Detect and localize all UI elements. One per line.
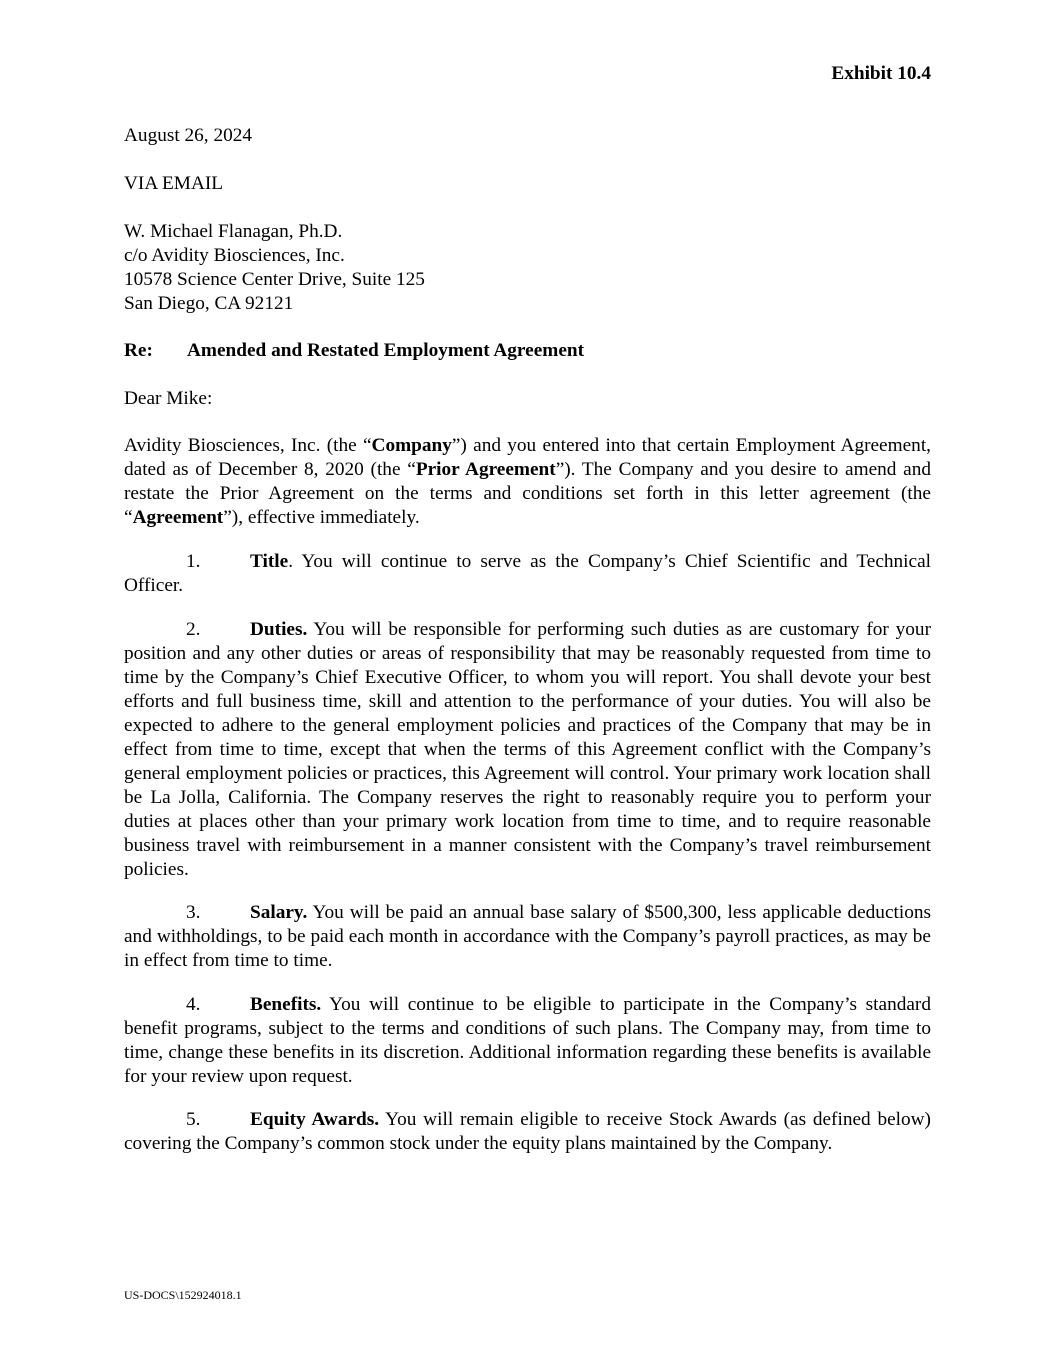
salutation: Dear Mike: bbox=[124, 388, 213, 409]
address-line: W. Michael Flanagan, Ph.D. bbox=[124, 221, 343, 242]
defined-term-agreement: Agreement bbox=[132, 507, 224, 528]
section-heading: Salary. bbox=[250, 902, 308, 923]
section-number: 2. bbox=[186, 619, 201, 640]
delivery-method: VIA EMAIL bbox=[124, 173, 224, 194]
section-text: You will continue to be eligible to participate in the Company’s standard benefit programs, subject to the terms and conditions of such plans. The Company may, from time to time, change these benefits in its discretion. Additional information regarding these benefits is available for your review upon request. bbox=[124, 994, 931, 1087]
section-number: 3. bbox=[186, 902, 201, 923]
section-number: 5. bbox=[186, 1109, 201, 1130]
section-heading: Benefits. bbox=[250, 994, 322, 1015]
section-text: You will be responsible for performing such duties as are customary for your position and any other duties or areas of responsibility that may be reasonably requested from time to time by the Company’s Chief Executive Officer, to whom you will report. You shall devote your best efforts and full business time, skill and attention to the performance of your duties. You will also be expected to adhere to the general employment policies and practices of the Company that may be in effect from time to time, except that when the terms of this Agreement conflict with the Company’s general employment policies or practices, this Agreement will control. Your primary work location shall be La Jolla, California. The Company reserves the right to reasonably require you to perform your duties at places other than your primary work location from time to time, and to require reasonable business travel with reimbursement in a manner consistent with the Company’s travel reimbursement policies. bbox=[124, 619, 931, 880]
section-heading: Equity Awards. bbox=[250, 1109, 380, 1130]
address-line: c/o Avidity Biosciences, Inc. bbox=[124, 245, 345, 266]
subject-line bbox=[124, 339, 931, 363]
section-heading: Duties. bbox=[250, 619, 308, 640]
section-number: 4. bbox=[186, 994, 201, 1015]
section-heading: Title bbox=[250, 551, 289, 572]
recipient-address bbox=[124, 220, 931, 316]
section-number: 1. bbox=[186, 551, 201, 572]
defined-term-prior-agreement: Prior Agreement bbox=[415, 459, 556, 480]
letter-date: August 26, 2024 bbox=[124, 125, 253, 146]
re-subject: Amended and Restated Employment Agreement bbox=[187, 340, 585, 361]
section-equity-awards bbox=[124, 1108, 931, 1156]
section-salary bbox=[124, 901, 931, 973]
section-text: You will remain eligible to receive Stock Awards (as defined below) covering the Company’s common stock under the equity plans maintained by the Company. bbox=[124, 1109, 931, 1154]
section-text: You will be paid an annual base salary of $500,300, less applicable deductions and withholdings, to be paid each month in accordance with the Company’s payroll practices, as may be in effect from time to time. bbox=[124, 902, 931, 971]
section-duties bbox=[124, 618, 931, 882]
document-footer-id: US-DOCS\152924018.1 bbox=[124, 1288, 242, 1302]
intro-paragraph: Avidity Biosciences, Inc. (the “Company”) and you entered into that certain Employment Agreement, dated as of December 8, 2020 (the “Prior Agreement”). The Company and you desire to amend and restate the Prior Agreement on the terms and conditions set forth in this letter agreement (the “Agreement”), effective immediately. bbox=[124, 435, 932, 528]
section-benefits bbox=[124, 993, 931, 1089]
section-title bbox=[124, 550, 931, 598]
re-label: Re: bbox=[124, 340, 153, 361]
section-text: . You will continue to serve as the Company’s Chief Scientific and Technical Officer. bbox=[124, 551, 931, 596]
address-line: 10578 Science Center Drive, Suite 125 bbox=[124, 269, 425, 290]
exhibit-number: Exhibit 10.4 bbox=[831, 63, 931, 84]
defined-term-company: Company bbox=[371, 435, 452, 456]
address-line: San Diego, CA 92121 bbox=[124, 293, 294, 314]
